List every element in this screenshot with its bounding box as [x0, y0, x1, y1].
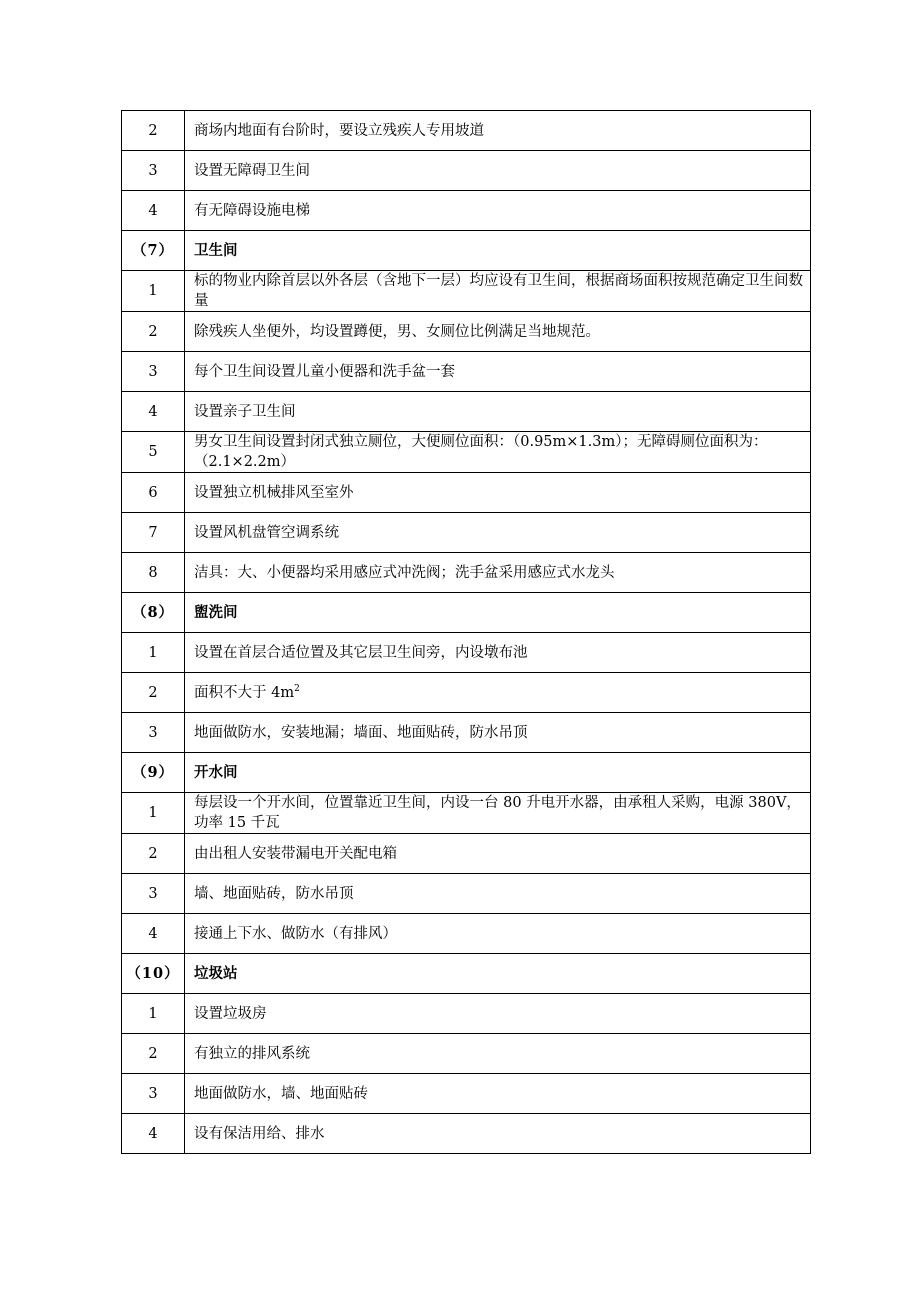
item-text	[185, 432, 811, 473]
item-number: 1	[122, 271, 185, 312]
item-text	[185, 151, 811, 191]
item-number: 4	[122, 191, 185, 231]
item-number: 1	[122, 633, 185, 673]
section-header-row	[122, 593, 811, 633]
section-title	[185, 753, 811, 793]
table-row	[122, 673, 811, 713]
table-row	[122, 111, 811, 151]
item-text	[185, 994, 811, 1034]
item-text-content: 商场内地面有台阶时，要设立残疾人专用坡道	[194, 122, 484, 139]
item-number: 1	[122, 793, 185, 834]
item-number: 3	[122, 352, 185, 392]
item-text-content: 垃圾站	[194, 964, 238, 982]
item-text-content: 每个卫生间设置儿童小便器和洗手盆一套	[194, 363, 455, 380]
section-header-row	[122, 753, 811, 793]
item-number: 2	[122, 673, 185, 713]
item-text-content: 设置独立机械排风至室外	[194, 484, 354, 501]
item-text	[185, 793, 811, 834]
table-row	[122, 834, 811, 874]
table-row	[122, 473, 811, 513]
item-text	[185, 473, 811, 513]
item-text	[185, 392, 811, 432]
item-text	[185, 513, 811, 553]
item-number: 6	[122, 473, 185, 513]
item-number: 2	[122, 111, 185, 151]
item-text-content: 设置亲子卫生间	[194, 403, 296, 420]
item-number: 2	[122, 312, 185, 352]
item-text-content: 男女卫生间设置封闭式独立厕位，大便厕位面积：（0.95m×1.3m）；无障碍厕位面积为：（2.1×2.2m）	[194, 434, 768, 470]
section-number: （10）	[122, 954, 185, 994]
item-number: 2	[122, 1034, 185, 1074]
item-text	[185, 1114, 811, 1154]
table-row	[122, 874, 811, 914]
item-text-content: 地面做防水，墙、地面贴砖	[194, 1085, 368, 1102]
item-text-content: 接通上下水、做防水（有排风）	[194, 925, 397, 942]
item-text	[185, 633, 811, 673]
item-text-content: 有无障碍设施电梯	[194, 202, 310, 219]
superscript: 2	[294, 683, 300, 694]
table-row	[122, 553, 811, 593]
item-text	[185, 312, 811, 352]
table-row	[122, 633, 811, 673]
table-row	[122, 713, 811, 753]
item-number: 3	[122, 713, 185, 753]
item-text-content: 由出租人安装带漏电开关配电箱	[194, 845, 397, 862]
table-row	[122, 914, 811, 954]
item-text-content: 设有保洁用给、排水	[194, 1125, 325, 1142]
item-text-content: 盥洗间	[194, 603, 238, 621]
item-text-content: 标的物业内除首层以外各层（含地下一层）均应设有卫生间，根据商场面积按规范确定卫生间数量	[194, 273, 803, 309]
item-number: 3	[122, 1074, 185, 1114]
item-number: 3	[122, 874, 185, 914]
item-text-content: 每层设一个开水间，位置靠近卫生间，内设一台 80 升电开水器，由承租人采购，电源 380V，功率 15 千瓦	[194, 795, 801, 831]
item-text	[185, 191, 811, 231]
item-number: 4	[122, 1114, 185, 1154]
section-header-row	[122, 954, 811, 994]
section-title	[185, 954, 811, 994]
item-number: 3	[122, 151, 185, 191]
section-number: （8）	[122, 593, 185, 633]
item-number: 1	[122, 994, 185, 1034]
item-text	[185, 111, 811, 151]
table-row	[122, 793, 811, 834]
item-text-content: 除残疾人坐便外，均设置蹲便，男、女厕位比例满足当地规范。	[194, 323, 600, 340]
item-text	[185, 1034, 811, 1074]
table-body	[122, 111, 811, 1154]
item-text	[185, 914, 811, 954]
item-text-content: 开水间	[194, 763, 238, 781]
item-text-content: 卫生间	[194, 241, 238, 259]
table-row	[122, 994, 811, 1034]
item-number: 5	[122, 432, 185, 473]
item-text	[185, 553, 811, 593]
item-text	[185, 1074, 811, 1114]
item-text	[185, 271, 811, 312]
item-text-content: 设置在首层合适位置及其它层卫生间旁，内设墩布池	[194, 644, 528, 661]
item-text	[185, 352, 811, 392]
item-text-content: 墙、地面贴砖，防水吊顶	[194, 885, 354, 902]
table-row	[122, 1074, 811, 1114]
table-row	[122, 1034, 811, 1074]
table-row	[122, 392, 811, 432]
item-text-content: 洁具：大、小便器均采用感应式冲洗阀；洗手盆采用感应式水龙头	[194, 564, 615, 581]
spec-table	[121, 110, 811, 1154]
item-number: 2	[122, 834, 185, 874]
item-text	[185, 834, 811, 874]
table-row	[122, 191, 811, 231]
item-number: 8	[122, 553, 185, 593]
table-row	[122, 432, 811, 473]
item-text-content: 设置垃圾房	[194, 1005, 267, 1022]
item-text	[185, 874, 811, 914]
table-row	[122, 271, 811, 312]
section-title	[185, 231, 811, 271]
item-number: 4	[122, 392, 185, 432]
table-row	[122, 352, 811, 392]
table-row	[122, 1114, 811, 1154]
section-number: （9）	[122, 753, 185, 793]
item-text	[185, 673, 811, 713]
item-text-content: 面积不大于 4m	[194, 684, 295, 701]
item-number: 4	[122, 914, 185, 954]
section-number: （7）	[122, 231, 185, 271]
section-title	[185, 593, 811, 633]
item-text-content: 设置无障碍卫生间	[194, 162, 310, 179]
table-row	[122, 513, 811, 553]
item-text-content: 地面做防水，安装地漏；墙面、地面贴砖，防水吊顶	[194, 724, 528, 741]
table-row	[122, 312, 811, 352]
table-row	[122, 151, 811, 191]
item-text-content: 设置风机盘管空调系统	[194, 524, 339, 541]
item-text	[185, 713, 811, 753]
item-number: 7	[122, 513, 185, 553]
item-text-content: 有独立的排风系统	[194, 1045, 310, 1062]
section-header-row	[122, 231, 811, 271]
